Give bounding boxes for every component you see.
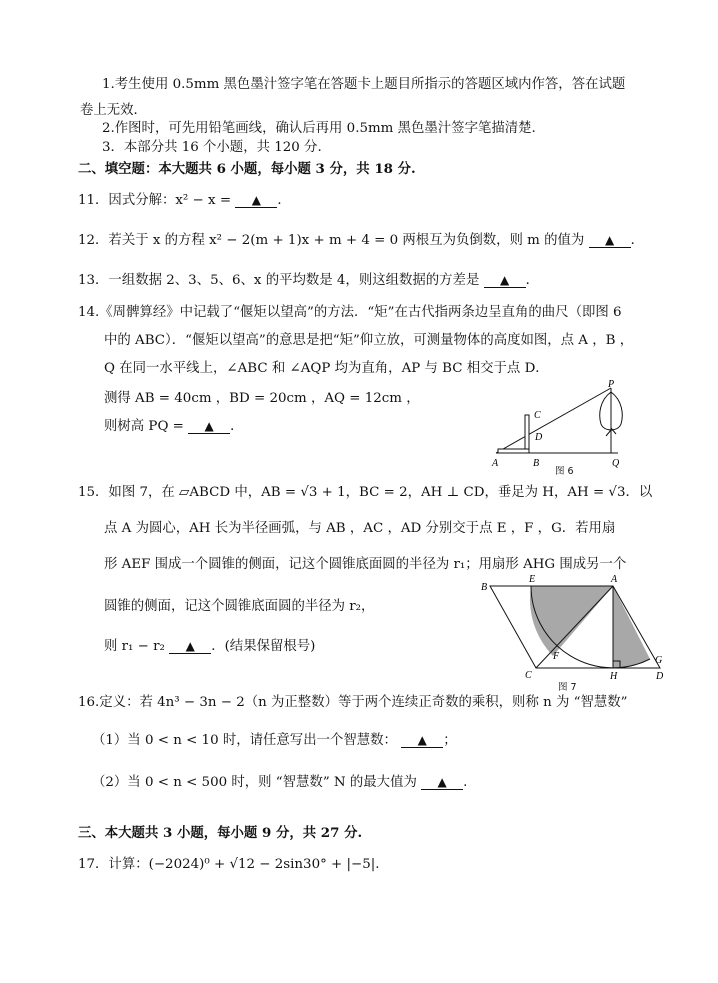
q15-line4: 圆锥的侧面，记这个圆锥底面圆的半径为 r₂， [104, 599, 375, 614]
note-1a: 1.考生使用 0.5mm 黑色墨汁签字笔在答题卡上题目所指示的答题区域内作答，答在试题 [102, 77, 626, 92]
q15-text-a: 则 r₁ − r₂ [104, 639, 165, 654]
q14-text: 则树高 PQ = [104, 419, 184, 434]
q12-text: 12．若关于 x 的方程 x² − 2(m + 1)x + m + 4 = 0 两根互为负倒数，则 m 的值为 [78, 233, 585, 248]
ruler-horizontal [498, 449, 529, 453]
label-d7: D [656, 671, 664, 680]
q16-part2-text: （2）当 0 < n < 500 时，则 “智慧数” N 的最大值为 [92, 775, 417, 790]
q15-line1: 15．如图 7，在 ▱ABCD 中，AB = √3 + 1，BC = 2，AH ⊥ CD，垂足为 H，AH = √3．以 [78, 485, 653, 500]
section2-title: 二、填空题：本大题共 6 小题，每小题 3 分，共 18 分. [78, 161, 416, 177]
q16-part1-end: ； [443, 733, 457, 748]
q14-line2: 中的 ABC）．“偃矩以望高”的意思是把“矩”仰立放，可测量物体的高度如图，点 A ，B ， [104, 333, 634, 348]
q14-line3: Q 在同一水平线上，∠ABC 和 ∠AQP 均为直角，AP 与 BC 相交于点 D． [104, 361, 549, 376]
section3-title: 三、本大题共 3 小题，每小题 9 分，共 27 分. [78, 825, 363, 841]
figure-7-caption: 图 7 [558, 682, 577, 693]
q16-part1 [92, 732, 457, 750]
q11-text: 11．因式分解：x² − x = [78, 193, 232, 208]
q15-line5 [104, 638, 315, 656]
sector-aef [530, 586, 613, 656]
q11-answer-blank: ▲ [235, 193, 277, 208]
q16-part2-blank: ▲ [421, 775, 463, 790]
note-2: 2.作图时，可先用铅笔画线，确认后再用 0.5mm 黑色墨汁签字笔描清楚. [102, 121, 536, 136]
q13-text: 13．一组数据 2、3、5、6、x 的平均数是 4，则这组数据的方差是 [78, 273, 480, 288]
label-b7: B [481, 582, 488, 593]
label-g: G [655, 655, 663, 666]
label-p: P [608, 379, 615, 390]
label-f: F [553, 651, 560, 662]
ruler-vertical [525, 415, 529, 453]
q14-line1: 14.《周髀算经》中记载了“偃矩以望高”的方法．“矩”在古代指两条边呈直角的曲尺（即图 6 [78, 305, 622, 320]
label-a: A [492, 458, 499, 469]
label-a7: A [611, 574, 618, 585]
label-c7: C [525, 670, 532, 680]
q16-part2-end: . [463, 775, 468, 790]
figure-6 [488, 378, 638, 477]
note-1b: 卷上无效． [80, 103, 147, 118]
q14-line4: 测得 AB = 40cm ，BD = 20cm ，AQ = 12cm ， [104, 391, 420, 406]
figure-7 [474, 572, 674, 692]
q16-part2 [92, 774, 467, 792]
label-h: H [610, 671, 618, 680]
q15-text-b: ．(结果保留根号) [211, 639, 316, 654]
q16-part1-blank: ▲ [401, 733, 443, 748]
note-3: 3．本部分共 16 个小题，共 120 分. [102, 140, 322, 155]
figure-6-diagram [488, 378, 638, 474]
q14-line5: 则树高 PQ = ▲ ． [104, 419, 244, 434]
q15-line3: 形 AEF 围成一个圆锥的侧面，记这个圆锥底面圆的半径为 r₁；用扇形 AHG 围成另一个 [104, 557, 627, 572]
label-b: B [533, 458, 540, 469]
q16-part1-text: （1）当 0 < n < 10 时，请任意写出一个智慧数： [92, 733, 397, 748]
figure-6-caption: 图 6 [555, 466, 574, 477]
label-d: D [535, 432, 543, 443]
label-c: C [534, 410, 541, 421]
q15-line2: 点 A 为圆心，AH 长为半径画弧，与 AB ，AC ，AD 分别交于点 E ，F ，G．若用扇 [104, 521, 616, 536]
q17: 17．计算：(−2024)⁰ + √12 − 2sin30° + |−5|. [78, 857, 380, 872]
q12-answer-blank: ▲ [589, 233, 631, 248]
sector-ahg [613, 586, 650, 668]
tree-trunk [606, 426, 616, 444]
q16-line1: 16.定义：若 4n³ − 3n − 2（n 为正整数）等于两个连续正奇数的乘积，则称 n 为 “智慧数” [78, 695, 628, 710]
q12: 12．若关于 x 的方程 x² − 2(m + 1)x + m + 4 = 0 两根互为负倒数，则 m 的值为 ▲ ． [78, 233, 644, 248]
figure-7-diagram [474, 572, 674, 680]
sight-line-ap [496, 388, 611, 453]
q15-answer-blank: ▲ [169, 639, 211, 654]
label-q: Q [612, 458, 620, 469]
q13: 13．一组数据 2、3、5、6、x 的平均数是 4，则这组数据的方差是 ▲ ． [78, 273, 539, 288]
q14-answer-blank: ▲ [188, 419, 230, 434]
q13-answer-blank: ▲ [484, 273, 526, 288]
q11: 11．因式分解：x² − x = ▲ ． [78, 193, 291, 208]
label-e: E [529, 574, 536, 585]
